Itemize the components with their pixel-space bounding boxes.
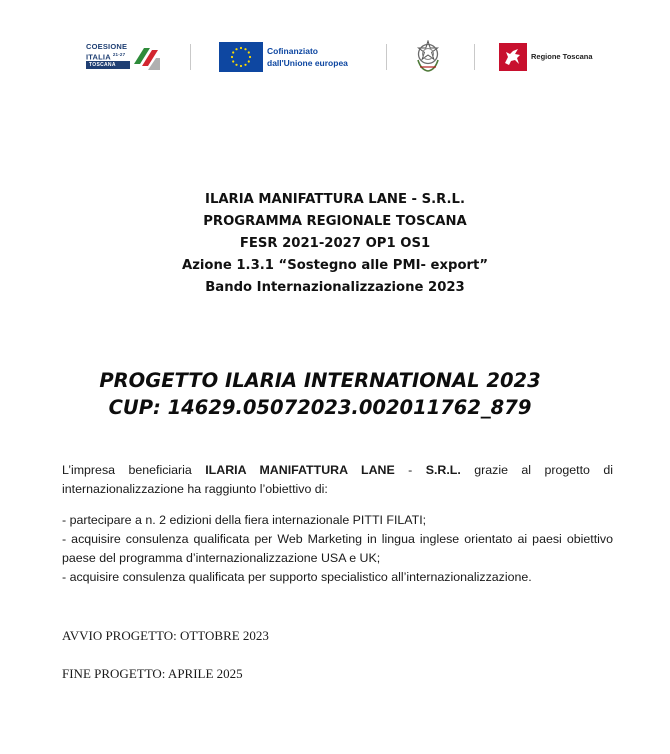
pegasus-icon bbox=[499, 43, 527, 71]
logo-separator bbox=[474, 44, 475, 70]
intro-after: grazie al progetto di internazionalizzazione ha raggiunto l’obiettivo di: bbox=[62, 463, 613, 496]
regione-toscana-label: Regione Toscana bbox=[531, 52, 593, 61]
company-name: ILARIA MANIFATTURA LANE - S.R.L. bbox=[205, 192, 465, 207]
coesione-region: TOSCANA bbox=[86, 61, 130, 69]
logo-strip bbox=[0, 0, 670, 100]
intro-middle: - bbox=[394, 463, 426, 477]
coesione-arrows-icon bbox=[132, 42, 162, 72]
objective-item: - acquisire consulenza qualificata per supporto specialistico all’internazionalizzazione. bbox=[62, 570, 532, 584]
programme-name: PROGRAMMA REGIONALE TOSCANA bbox=[203, 214, 467, 229]
eu-star-icon bbox=[244, 48, 246, 50]
fund-name: FESR 2021-2027 OP1 OS1 bbox=[239, 236, 431, 251]
intro-paragraph bbox=[62, 461, 613, 499]
eu-flag-icon bbox=[219, 42, 263, 72]
eu-star-icon bbox=[232, 60, 234, 62]
eu-star-icon bbox=[249, 56, 251, 58]
coesione-line2: ITALIA $^{21-27}$ bbox=[86, 52, 126, 62]
eu-star-icon bbox=[244, 64, 246, 66]
intro-suffix: S.R.L. bbox=[425, 463, 461, 477]
project-title: PROGETTO ILARIA INTERNATIONAL 2023 bbox=[99, 369, 541, 392]
eu-star-icon bbox=[235, 48, 237, 50]
coesione-years: 21-27 bbox=[112, 52, 126, 57]
logo-separator bbox=[386, 44, 387, 70]
objective-item: - acquisire consulenza qualificata per Web Marketing in lingua inglese orientato ai paesi obiettivo paese del programma d’internazionalizzazione USA e UK; bbox=[62, 532, 613, 565]
eu-star-icon bbox=[240, 65, 242, 67]
project-cup: CUP: 14629.05072023.002011762_879 bbox=[108, 396, 532, 419]
project-block bbox=[50, 367, 590, 421]
eu-star-icon bbox=[232, 51, 234, 53]
eu-star-icon bbox=[248, 60, 250, 62]
eu-star-icon bbox=[231, 56, 233, 58]
intro-before: L’impresa beneficiaria bbox=[62, 463, 206, 477]
call-name: Bando Internazionalizzazione 2023 bbox=[205, 280, 465, 295]
objective-item: - partecipare a n. 2 edizioni della fiera internazionale PITTI FILATI; bbox=[62, 513, 427, 527]
programme-heading bbox=[120, 189, 550, 299]
eu-star-icon bbox=[240, 47, 242, 49]
eu-caption bbox=[267, 45, 348, 69]
eu-star-icon bbox=[248, 51, 250, 53]
italian-republic-emblem-icon bbox=[415, 40, 441, 79]
eu-cofinanced-logo bbox=[219, 42, 364, 72]
project-start-date: AVVIO PROGETTO: OTTOBRE 2023 bbox=[62, 628, 269, 643]
intro-company: ILARIA MANIFATTURA LANE bbox=[205, 463, 395, 477]
objectives-list bbox=[62, 511, 613, 587]
logo-separator bbox=[190, 44, 191, 70]
project-end-date: FINE PROGETTO: APRILE 2025 bbox=[62, 666, 243, 681]
eu-star-icon bbox=[235, 64, 237, 66]
action-name: Azione 1.3.1 “Sostegno alle PMI- export” bbox=[182, 258, 488, 273]
coesione-italia-logo bbox=[86, 40, 166, 74]
eu-caption-line1: Cofinanziato bbox=[267, 46, 318, 56]
eu-caption-line2: dall'Unione europea bbox=[267, 58, 348, 68]
coesione-line1: COESIONE bbox=[86, 42, 128, 51]
regione-toscana-logo bbox=[499, 43, 599, 71]
